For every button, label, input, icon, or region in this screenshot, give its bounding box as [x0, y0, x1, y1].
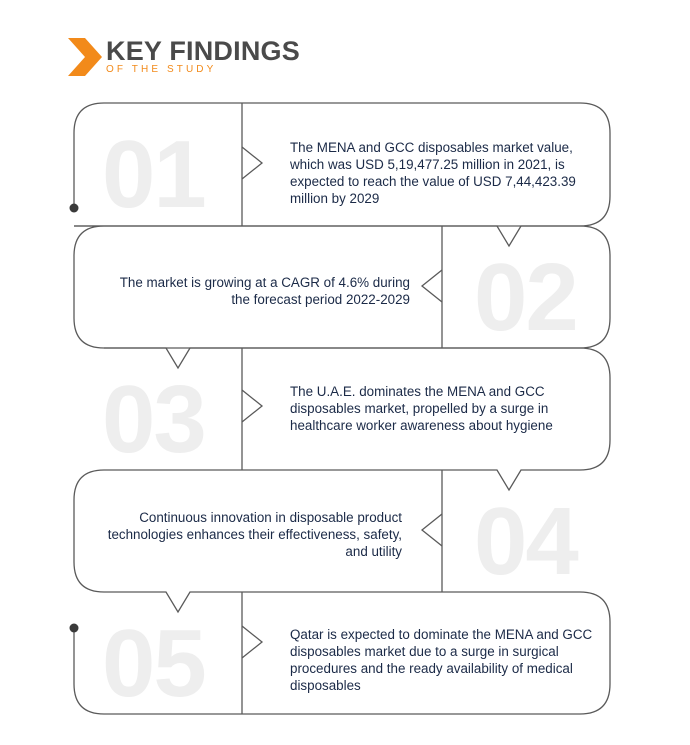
notch-03	[242, 390, 262, 422]
finding-number-01: 01	[102, 121, 205, 228]
notch-01	[242, 147, 262, 179]
finding-text-02: The market is growing at a CAGR of 4.6% during the forecast period 2022-2029	[119, 275, 410, 307]
finding-number-04: 04	[474, 488, 577, 595]
bullet-dot-bottom	[70, 624, 79, 633]
finding-text-05: Qatar is expected to dominate the MENA and GCC disposables market due to a surge in surgical procedures and the ready availability of medical disposables	[290, 627, 593, 693]
finding-number-02: 02	[474, 244, 577, 351]
notch-02	[422, 270, 442, 302]
finding-text-03: The U.A.E. dominates the MENA and GCC disposables market, propelled by a surge in healthcare worker awareness about hygiene	[290, 384, 553, 433]
page-subtitle: OF THE STUDY	[106, 64, 217, 75]
bullet-dot-top	[70, 204, 79, 213]
notch-04	[422, 514, 442, 546]
finding-text-04: Continuous innovation in disposable product technologies enhances their effectiveness, safety, and utility	[107, 510, 402, 559]
finding-number-05: 05	[102, 610, 205, 717]
finding-text-01: The MENA and GCC disposables market value, which was USD 5,19,477.25 million in 2021, is expected to reach the value of USD 7,44,423.39 million by 2029	[290, 140, 576, 206]
notch-05	[242, 626, 262, 658]
timeline-left-01	[74, 103, 104, 207]
timeline-left-05	[74, 628, 104, 714]
finding-number-03: 03	[102, 366, 205, 473]
page-title: KEY FINDINGS	[106, 36, 300, 66]
